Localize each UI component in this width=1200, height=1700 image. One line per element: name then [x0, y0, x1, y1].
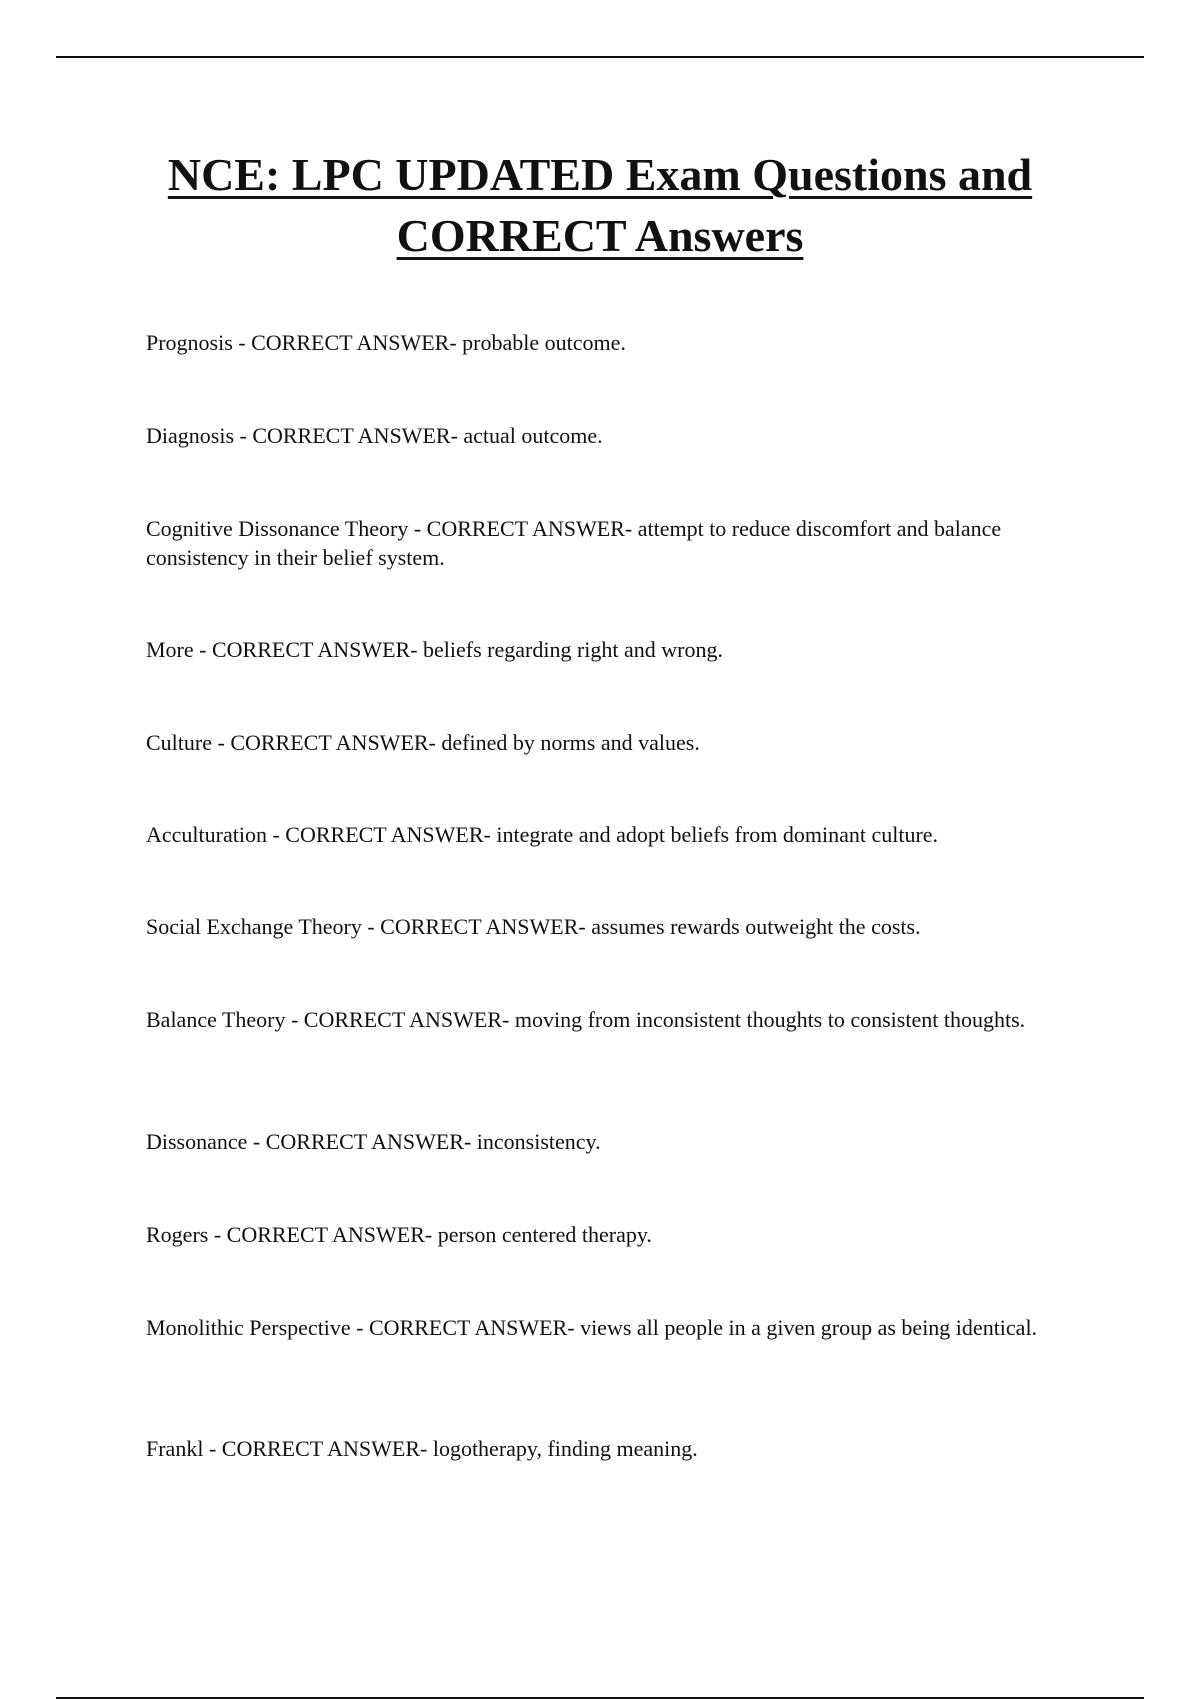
qa-entry: Monolithic Perspective - CORRECT ANSWER- views all people in a given group as being identical.: [146, 1315, 1038, 1340]
footer-rule: [56, 1697, 1144, 1699]
qa-entry: Frankl - CORRECT ANSWER- logotherapy, finding meaning.: [146, 1436, 698, 1461]
qa-entry: Diagnosis - CORRECT ANSWER- actual outcome.: [146, 423, 603, 448]
qa-entry: Rogers - CORRECT ANSWER- person centered therapy.: [146, 1222, 652, 1247]
qa-entry: Acculturation - CORRECT ANSWER- integrate and adopt beliefs from dominant culture.: [146, 822, 939, 847]
qa-entry: Cognitive Dissonance Theory - CORRECT ANSWER- attempt to reduce discomfort and balance consistency in their belief system.: [146, 516, 1002, 570]
qa-entry: Balance Theory - CORRECT ANSWER- moving from inconsistent thoughts to consistent thoughts.: [146, 1007, 1026, 1032]
qa-entry: Culture - CORRECT ANSWER- defined by norms and values.: [146, 730, 700, 755]
qa-entry: Prognosis - CORRECT ANSWER- probable outcome.: [146, 330, 626, 355]
qa-entry: Social Exchange Theory - CORRECT ANSWER- assumes rewards outweight the costs.: [146, 914, 921, 939]
qa-entry: Dissonance - CORRECT ANSWER- inconsistency.: [146, 1129, 601, 1154]
document-title: NCE: LPC UPDATED Exam Questions and CORRECT Answers: [167, 149, 1033, 261]
qa-entry: More - CORRECT ANSWER- beliefs regarding right and wrong.: [146, 637, 724, 662]
